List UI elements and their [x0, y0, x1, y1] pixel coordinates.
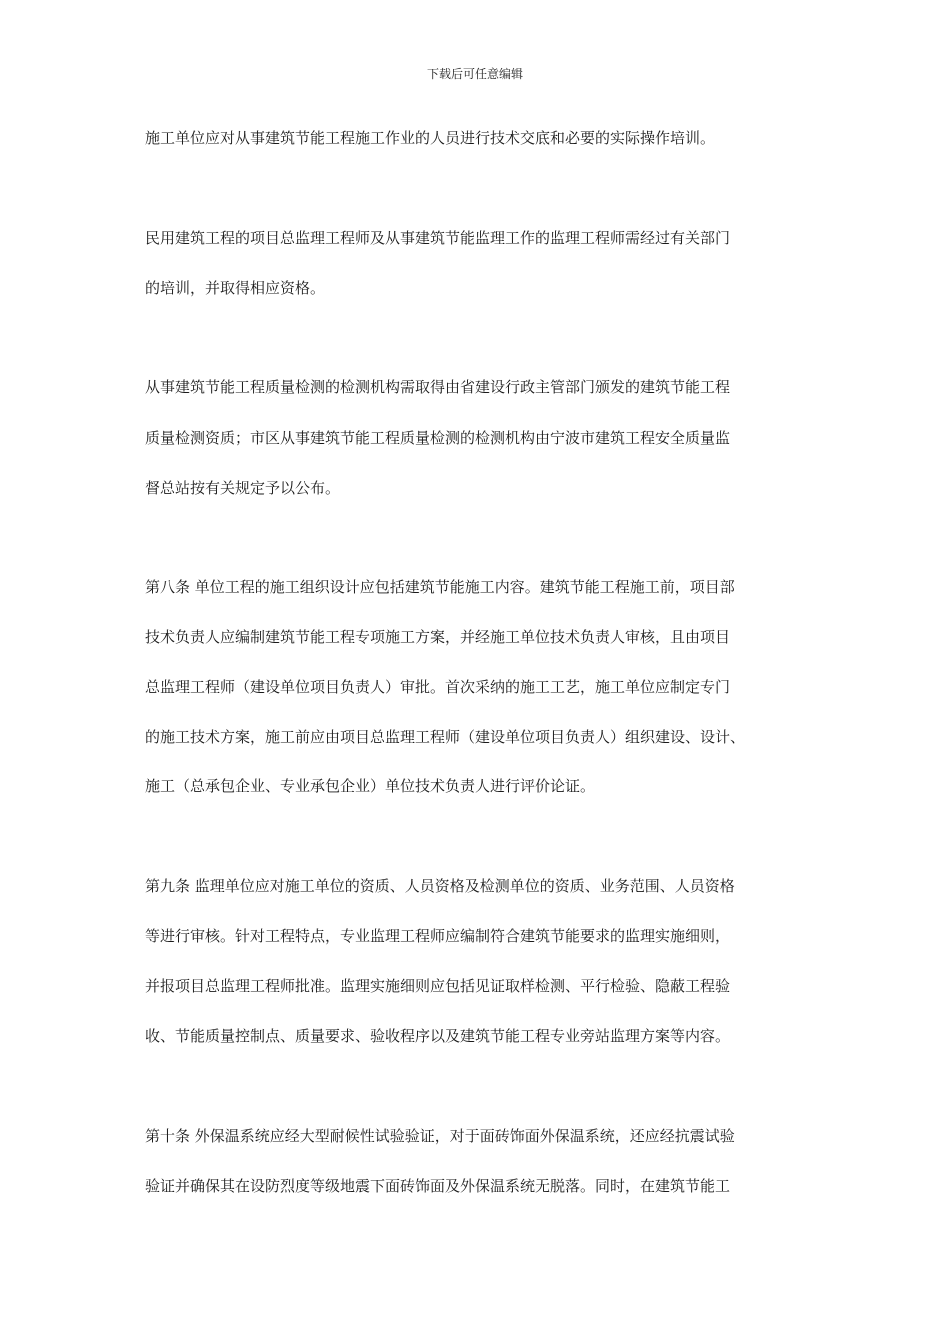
article-9-line-1: 第九条 监理单位应对施工单位的资质、人员资格及检测单位的资质、业务范围、人员资格: [145, 877, 735, 895]
paragraph-2-line-1: 民用建筑工程的项目总监理工程师及从事建筑节能监理工作的监理工程师需经过有关部门: [145, 229, 731, 247]
paragraph-3-line-2: 质量检测资质；市区从事建筑节能工程质量检测的检测机构由宁波市建筑工程安全质量监: [145, 429, 731, 447]
paragraph-3-line-1: 从事建筑节能工程质量检测的检测机构需取得由省建设行政主管部门颁发的建筑节能工程: [145, 378, 731, 396]
article-8-line-3: 总监理工程师（建设单位项目负责人）审批。首次采纳的施工工艺，施工单位应制定专门: [145, 678, 731, 696]
paragraph-1-line-1: 施工单位应对从事建筑节能工程施工作业的人员进行技术交底和必要的实际操作培训。: [145, 129, 716, 147]
paragraph-3-line-3: 督总站按有关规定予以公布。: [145, 479, 341, 497]
article-8-line-2: 技术负责人应编制建筑节能工程专项施工方案，并经施工单位技术负责人审核，且由项目: [145, 628, 731, 646]
article-9-line-3: 并报项目总监理工程师批准。监理实施细则应包括见证取样检测、平行检验、隐蔽工程验: [145, 977, 731, 995]
article-8-line-5: 施工（总承包企业、专业承包企业）单位技术负责人进行评价论证。: [145, 777, 596, 795]
article-8-line-4: 的施工技术方案，施工前应由项目总监理工程师（建设单位项目负责人）组织建设、设计、: [145, 728, 746, 746]
paragraph-2-line-2: 的培训，并取得相应资格。: [145, 279, 326, 297]
article-8-line-1: 第八条 单位工程的施工组织设计应包括建筑节能施工内容。建筑节能工程施工前，项目部: [145, 578, 735, 596]
article-9-line-2: 等进行审核。针对工程特点，专业监理工程师应编制符合建筑节能要求的监理实施细则，: [145, 927, 731, 945]
article-10-line-2: 验证并确保其在设防烈度等级地震下面砖饰面及外保温系统无脱落。同时，在建筑节能工: [145, 1177, 731, 1195]
header-note: 下载后可任意编辑: [426, 67, 523, 81]
article-9-line-4: 收、节能质量控制点、质量要求、验收程序以及建筑节能工程专业旁站监理方案等内容。: [145, 1027, 731, 1045]
article-10-line-1: 第十条 外保温系统应经大型耐候性试验验证，对于面砖饰面外保温系统，还应经抗震试验: [145, 1127, 735, 1145]
